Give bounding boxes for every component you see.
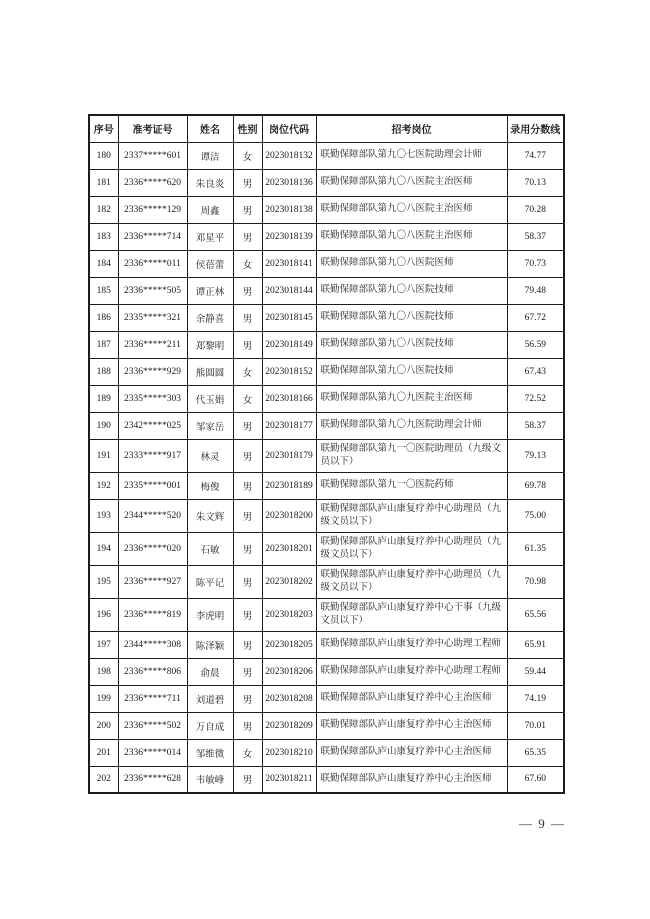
cell-position-code: 2023018139 bbox=[262, 223, 316, 250]
cell-gender: 男 bbox=[233, 223, 262, 250]
cell-position-code: 2023018206 bbox=[262, 658, 316, 685]
cell-position-code: 2023018201 bbox=[262, 532, 316, 565]
cell-position-code: 2023018141 bbox=[262, 250, 316, 277]
cell-ticket-number: 2336*****929 bbox=[118, 358, 187, 385]
cell-gender: 男 bbox=[233, 565, 262, 598]
cell-gender: 男 bbox=[233, 331, 262, 358]
cell-index: 186 bbox=[89, 304, 118, 331]
cell-index: 193 bbox=[89, 499, 118, 532]
col-header-position: 招考岗位 bbox=[316, 115, 507, 142]
cell-name: 俞晨 bbox=[187, 658, 233, 685]
cell-name: 邹维微 bbox=[187, 739, 233, 766]
cell-score-line: 70.73 bbox=[507, 250, 564, 277]
cell-score-line: 74.77 bbox=[507, 142, 564, 169]
cell-gender: 女 bbox=[233, 739, 262, 766]
cell-position: 联勤保障部队第九一〇医院药师 bbox=[316, 472, 507, 499]
table-row bbox=[89, 685, 564, 712]
cell-score-line: 58.37 bbox=[507, 412, 564, 439]
cell-index: 194 bbox=[89, 532, 118, 565]
cell-name: 邓星平 bbox=[187, 223, 233, 250]
cell-position: 联勤保障部队第九〇七医院助理会计师 bbox=[316, 142, 507, 169]
cell-index: 190 bbox=[89, 412, 118, 439]
table-row bbox=[89, 196, 564, 223]
col-header-position-code: 岗位代码 bbox=[262, 115, 316, 142]
cell-gender: 男 bbox=[233, 631, 262, 658]
cell-position: 联勤保障部队第九一〇医院助理员（九级文员以下） bbox=[316, 439, 507, 472]
table-header-row bbox=[89, 115, 564, 142]
cell-index: 199 bbox=[89, 685, 118, 712]
cell-position: 联勤保障部队庐山康复疗养中心助理员（九级文员以下） bbox=[316, 565, 507, 598]
col-header-gender: 性别 bbox=[233, 115, 262, 142]
cell-gender: 男 bbox=[233, 277, 262, 304]
cell-ticket-number: 2336*****806 bbox=[118, 658, 187, 685]
cell-position: 联勤保障部队庐山康复疗养中心主治医师 bbox=[316, 739, 507, 766]
cell-position-code: 2023018210 bbox=[262, 739, 316, 766]
cell-index: 202 bbox=[89, 766, 118, 793]
cell-position: 联勤保障部队庐山康复疗养中心助理员（九级文员以下） bbox=[316, 499, 507, 532]
cell-score-line: 65.35 bbox=[507, 739, 564, 766]
cell-ticket-number: 2335*****303 bbox=[118, 385, 187, 412]
col-header-index: 序号 bbox=[89, 115, 118, 142]
table-body bbox=[89, 142, 564, 793]
cell-position-code: 2023018209 bbox=[262, 712, 316, 739]
cell-position: 联勤保障部队第九〇八医院技师 bbox=[316, 304, 507, 331]
cell-ticket-number: 2336*****711 bbox=[118, 685, 187, 712]
cell-name: 周鑫 bbox=[187, 196, 233, 223]
cell-index: 198 bbox=[89, 658, 118, 685]
cell-position-code: 2023018152 bbox=[262, 358, 316, 385]
cell-position-code: 2023018179 bbox=[262, 439, 316, 472]
cell-position: 联勤保障部队庐山康复疗养中心助理工程师 bbox=[316, 658, 507, 685]
cell-ticket-number: 2344*****520 bbox=[118, 499, 187, 532]
cell-name: 韦敏峰 bbox=[187, 766, 233, 793]
cell-index: 188 bbox=[89, 358, 118, 385]
table-row bbox=[89, 472, 564, 499]
cell-ticket-number: 2336*****011 bbox=[118, 250, 187, 277]
cell-position-code: 2023018208 bbox=[262, 685, 316, 712]
cell-ticket-number: 2336*****819 bbox=[118, 598, 187, 631]
cell-index: 189 bbox=[89, 385, 118, 412]
cell-position: 联勤保障部队庐山康复疗养中心干事（九级文员以下） bbox=[316, 598, 507, 631]
cell-index: 182 bbox=[89, 196, 118, 223]
cell-ticket-number: 2342*****025 bbox=[118, 412, 187, 439]
cell-name: 余静喜 bbox=[187, 304, 233, 331]
cell-name: 郑黎明 bbox=[187, 331, 233, 358]
cell-ticket-number: 2336*****620 bbox=[118, 169, 187, 196]
col-header-ticket-number: 准考证号 bbox=[118, 115, 187, 142]
cell-gender: 男 bbox=[233, 472, 262, 499]
cell-ticket-number: 2336*****014 bbox=[118, 739, 187, 766]
cell-position: 联勤保障部队庐山康复疗养中心助理工程师 bbox=[316, 631, 507, 658]
cell-position-code: 2023018166 bbox=[262, 385, 316, 412]
cell-score-line: 59.44 bbox=[507, 658, 564, 685]
table-row bbox=[89, 565, 564, 598]
cell-index: 195 bbox=[89, 565, 118, 598]
table-row bbox=[89, 250, 564, 277]
table-row bbox=[89, 739, 564, 766]
cell-gender: 男 bbox=[233, 412, 262, 439]
cell-gender: 男 bbox=[233, 304, 262, 331]
cell-position: 联勤保障部队庐山康复疗养中心主治医师 bbox=[316, 766, 507, 793]
cell-position-code: 2023018200 bbox=[262, 499, 316, 532]
cell-index: 197 bbox=[89, 631, 118, 658]
cell-score-line: 67.43 bbox=[507, 358, 564, 385]
table-row bbox=[89, 766, 564, 793]
cell-name: 刘道碧 bbox=[187, 685, 233, 712]
cell-index: 180 bbox=[89, 142, 118, 169]
cell-ticket-number: 2336*****628 bbox=[118, 766, 187, 793]
cell-name: 梅俊 bbox=[187, 472, 233, 499]
cell-position-code: 2023018138 bbox=[262, 196, 316, 223]
col-header-score-line: 录用分数线 bbox=[507, 115, 564, 142]
cell-gender: 男 bbox=[233, 685, 262, 712]
cell-gender: 女 bbox=[233, 385, 262, 412]
cell-ticket-number: 2336*****927 bbox=[118, 565, 187, 598]
cell-gender: 男 bbox=[233, 499, 262, 532]
cell-position: 联勤保障部队庐山康复疗养中心助理员（九级文员以下） bbox=[316, 532, 507, 565]
cell-position-code: 2023018149 bbox=[262, 331, 316, 358]
page-number: — 9 — bbox=[519, 816, 566, 831]
table-row bbox=[89, 304, 564, 331]
cell-gender: 女 bbox=[233, 250, 262, 277]
cell-index: 185 bbox=[89, 277, 118, 304]
cell-ticket-number: 2336*****502 bbox=[118, 712, 187, 739]
cell-score-line: 70.01 bbox=[507, 712, 564, 739]
cell-position-code: 2023018132 bbox=[262, 142, 316, 169]
table-row bbox=[89, 658, 564, 685]
cell-gender: 男 bbox=[233, 532, 262, 565]
cell-position-code: 2023018202 bbox=[262, 565, 316, 598]
cell-index: 184 bbox=[89, 250, 118, 277]
cell-gender: 男 bbox=[233, 598, 262, 631]
table-row bbox=[89, 598, 564, 631]
cell-position: 联勤保障部队第九〇八医院主治医师 bbox=[316, 196, 507, 223]
cell-gender: 男 bbox=[233, 712, 262, 739]
cell-name: 陈平记 bbox=[187, 565, 233, 598]
cell-position: 联勤保障部队第九〇八医院技师 bbox=[316, 277, 507, 304]
table-row bbox=[89, 499, 564, 532]
table-row bbox=[89, 631, 564, 658]
cell-score-line: 65.91 bbox=[507, 631, 564, 658]
cell-gender: 男 bbox=[233, 766, 262, 793]
cell-score-line: 61.35 bbox=[507, 532, 564, 565]
col-header-name: 姓名 bbox=[187, 115, 233, 142]
cell-ticket-number: 2336*****129 bbox=[118, 196, 187, 223]
cell-position: 联勤保障部队庐山康复疗养中心主治医师 bbox=[316, 712, 507, 739]
cell-score-line: 79.48 bbox=[507, 277, 564, 304]
cell-position-code: 2023018203 bbox=[262, 598, 316, 631]
cell-position-code: 2023018211 bbox=[262, 766, 316, 793]
cell-index: 200 bbox=[89, 712, 118, 739]
cell-position-code: 2023018177 bbox=[262, 412, 316, 439]
cell-index: 191 bbox=[89, 439, 118, 472]
cell-index: 181 bbox=[89, 169, 118, 196]
cell-name: 李虎明 bbox=[187, 598, 233, 631]
cell-ticket-number: 2336*****020 bbox=[118, 532, 187, 565]
cell-name: 朱良炎 bbox=[187, 169, 233, 196]
cell-score-line: 56.59 bbox=[507, 331, 564, 358]
cell-gender: 男 bbox=[233, 439, 262, 472]
cell-name: 万自成 bbox=[187, 712, 233, 739]
table-row bbox=[89, 385, 564, 412]
cell-name: 石敏 bbox=[187, 532, 233, 565]
cell-name: 谭正林 bbox=[187, 277, 233, 304]
cell-score-line: 67.72 bbox=[507, 304, 564, 331]
cell-index: 183 bbox=[89, 223, 118, 250]
cell-score-line: 69.78 bbox=[507, 472, 564, 499]
cell-name: 陈泽颖 bbox=[187, 631, 233, 658]
cell-position: 联勤保障部队第九〇八医院主治医师 bbox=[316, 169, 507, 196]
table-row bbox=[89, 358, 564, 385]
cell-name: 侯蓓蕾 bbox=[187, 250, 233, 277]
cell-position-code: 2023018136 bbox=[262, 169, 316, 196]
cell-score-line: 70.98 bbox=[507, 565, 564, 598]
cell-ticket-number: 2336*****714 bbox=[118, 223, 187, 250]
table-row bbox=[89, 223, 564, 250]
table-row bbox=[89, 532, 564, 565]
cell-score-line: 72.52 bbox=[507, 385, 564, 412]
cell-position: 联勤保障部队第九〇八医院技师 bbox=[316, 331, 507, 358]
cell-score-line: 70.28 bbox=[507, 196, 564, 223]
cell-ticket-number: 2335*****001 bbox=[118, 472, 187, 499]
table-row bbox=[89, 439, 564, 472]
cell-score-line: 65.56 bbox=[507, 598, 564, 631]
table-row bbox=[89, 412, 564, 439]
table-row bbox=[89, 331, 564, 358]
cell-name: 林灵 bbox=[187, 439, 233, 472]
cell-score-line: 75.00 bbox=[507, 499, 564, 532]
cell-index: 187 bbox=[89, 331, 118, 358]
cell-score-line: 70.13 bbox=[507, 169, 564, 196]
table-row bbox=[89, 277, 564, 304]
cell-position-code: 2023018145 bbox=[262, 304, 316, 331]
cell-index: 201 bbox=[89, 739, 118, 766]
cell-ticket-number: 2336*****505 bbox=[118, 277, 187, 304]
cell-score-line: 67.60 bbox=[507, 766, 564, 793]
cell-score-line: 79.13 bbox=[507, 439, 564, 472]
cell-position: 联勤保障部队第九〇八医院主治医师 bbox=[316, 223, 507, 250]
cell-ticket-number: 2336*****211 bbox=[118, 331, 187, 358]
cell-position-code: 2023018205 bbox=[262, 631, 316, 658]
cell-score-line: 58.37 bbox=[507, 223, 564, 250]
cell-ticket-number: 2337*****601 bbox=[118, 142, 187, 169]
cell-gender: 女 bbox=[233, 142, 262, 169]
cell-ticket-number: 2335*****321 bbox=[118, 304, 187, 331]
cell-position: 联勤保障部队第九〇八医院技师 bbox=[316, 358, 507, 385]
cell-name: 谭洁 bbox=[187, 142, 233, 169]
cell-name: 邹家岳 bbox=[187, 412, 233, 439]
cell-gender: 男 bbox=[233, 169, 262, 196]
cell-score-line: 74.19 bbox=[507, 685, 564, 712]
cell-position-code: 2023018144 bbox=[262, 277, 316, 304]
table-row bbox=[89, 142, 564, 169]
cell-gender: 男 bbox=[233, 658, 262, 685]
cell-name: 代玉娟 bbox=[187, 385, 233, 412]
table-row bbox=[89, 169, 564, 196]
cell-name: 熊圆圆 bbox=[187, 358, 233, 385]
table-row bbox=[89, 712, 564, 739]
recruitment-score-table bbox=[88, 114, 565, 794]
cell-gender: 女 bbox=[233, 358, 262, 385]
cell-gender: 男 bbox=[233, 196, 262, 223]
cell-position-code: 2023018189 bbox=[262, 472, 316, 499]
cell-index: 192 bbox=[89, 472, 118, 499]
cell-position: 联勤保障部队庐山康复疗养中心主治医师 bbox=[316, 685, 507, 712]
cell-position: 联勤保障部队第九〇九医院主治医师 bbox=[316, 385, 507, 412]
cell-ticket-number: 2333*****917 bbox=[118, 439, 187, 472]
cell-ticket-number: 2344*****308 bbox=[118, 631, 187, 658]
cell-name: 朱文辉 bbox=[187, 499, 233, 532]
cell-index: 196 bbox=[89, 598, 118, 631]
cell-position: 联勤保障部队第九〇八医院医师 bbox=[316, 250, 507, 277]
cell-position: 联勤保障部队第九〇九医院助理会计师 bbox=[316, 412, 507, 439]
